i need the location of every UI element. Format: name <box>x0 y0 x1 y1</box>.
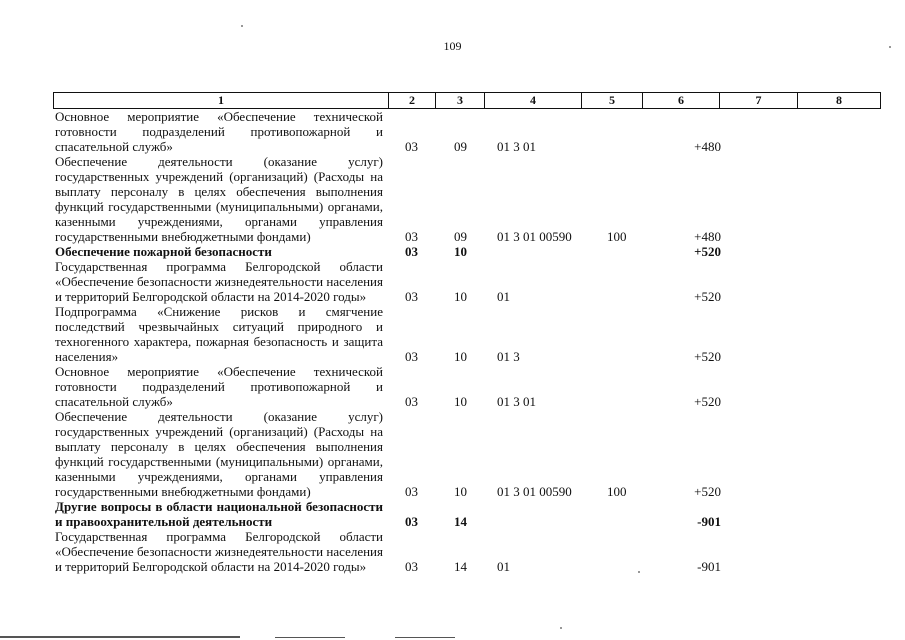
row-description: Государственная программа Белгородской области «Обеспечение безопасности жизнедеятельности населения и территорий Белгородской области на 2014-2020 годы» <box>55 529 383 574</box>
scan-edge-line <box>395 637 455 638</box>
row-section-code: 03 <box>405 514 418 529</box>
row-amount: +520 <box>694 349 721 364</box>
scan-speck <box>889 46 891 48</box>
row-description: Обеспечение пожарной безопасности <box>55 244 272 259</box>
row-section-code: 03 <box>405 139 418 154</box>
row-description: Другие вопросы в области национальной безопасности и правоохранительной деятельности <box>55 499 383 529</box>
scan-edge-line <box>0 636 240 638</box>
row-section-code: 03 <box>405 244 418 259</box>
column-header-8: 8 <box>798 93 881 109</box>
row-description: Обеспечение деятельности (оказание услуг) государственных учреждений (организаций) (Расходы на выплату персоналу в целях обеспечения выполнения функций государственными (муниципальными) органами, казенными учреждениями, органами управления государственными внебюджетными фондами) <box>55 154 383 244</box>
column-header-3: 3 <box>436 93 485 109</box>
row-amount: +520 <box>694 394 721 409</box>
table-row <box>55 304 895 364</box>
table-row <box>55 109 895 154</box>
table-row <box>55 154 895 244</box>
row-subsection-code: 09 <box>454 139 467 154</box>
row-section-code: 03 <box>405 394 418 409</box>
row-amount: -901 <box>697 514 721 529</box>
row-target-article: 01 3 01 00590 <box>497 229 572 244</box>
row-target-article: 01 3 01 <box>497 394 536 409</box>
row-subsection-code: 10 <box>454 484 467 499</box>
row-amount: +520 <box>694 484 721 499</box>
row-description: Подпрограмма «Снижение рисков и смягчение последствий чрезвычайных ситуаций природного и техногенного характера, пожарная безопасность и защита населения» <box>55 304 383 364</box>
row-amount: +520 <box>694 289 721 304</box>
row-expense-type: 100 <box>607 484 627 499</box>
row-subsection-code: 10 <box>454 244 467 259</box>
budget-rows <box>55 109 895 574</box>
scan-speck <box>560 627 562 629</box>
scan-speck <box>638 571 640 573</box>
row-target-article: 01 3 01 <box>497 139 536 154</box>
column-header-4: 4 <box>485 93 582 109</box>
column-header-5: 5 <box>582 93 643 109</box>
row-amount: +480 <box>694 229 721 244</box>
scan-speck <box>241 25 243 27</box>
table-row <box>55 259 895 304</box>
row-amount: -901 <box>697 559 721 574</box>
row-subsection-code: 10 <box>454 349 467 364</box>
row-amount: +480 <box>694 139 721 154</box>
row-target-article: 01 <box>497 559 510 574</box>
table-row <box>55 409 895 499</box>
row-section-code: 03 <box>405 229 418 244</box>
row-subsection-code: 09 <box>454 229 467 244</box>
row-target-article: 01 3 <box>497 349 520 364</box>
table-row <box>55 244 895 259</box>
row-section-code: 03 <box>405 349 418 364</box>
row-subsection-code: 14 <box>454 514 467 529</box>
row-section-code: 03 <box>405 289 418 304</box>
row-subsection-code: 10 <box>454 394 467 409</box>
row-target-article: 01 <box>497 289 510 304</box>
row-expense-type: 100 <box>607 229 627 244</box>
row-amount: +520 <box>694 244 721 259</box>
column-header-2: 2 <box>389 93 436 109</box>
page-number: 109 <box>443 39 462 53</box>
row-description: Основное мероприятие «Обеспечение технической готовности подразделений противопожарной и спасательной служб» <box>55 364 383 409</box>
column-header-6: 6 <box>643 93 720 109</box>
row-target-article: 01 3 01 00590 <box>497 484 572 499</box>
column-header-table <box>53 92 881 109</box>
row-subsection-code: 10 <box>454 289 467 304</box>
table-row <box>55 529 895 574</box>
row-description: Основное мероприятие «Обеспечение технической готовности подразделений противопожарной и спасательной служб» <box>55 109 383 154</box>
table-row <box>55 364 895 409</box>
row-section-code: 03 <box>405 559 418 574</box>
scan-edge-line <box>275 637 345 638</box>
table-row <box>55 499 895 529</box>
row-section-code: 03 <box>405 484 418 499</box>
column-header-1: 1 <box>54 93 389 109</box>
column-header-7: 7 <box>720 93 798 109</box>
row-description: Обеспечение деятельности (оказание услуг) государственных учреждений (организаций) (Расходы на выплату персоналу в целях обеспечения выполнения функций государственными (муниципальными) органами, казенными учреждениями, органами управления государственными внебюджетными фондами) <box>55 409 383 499</box>
row-description: Государственная программа Белгородской области «Обеспечение безопасности жизнедеятельности населения и территорий Белгородской области на 2014-2020 годы» <box>55 259 383 304</box>
row-subsection-code: 14 <box>454 559 467 574</box>
